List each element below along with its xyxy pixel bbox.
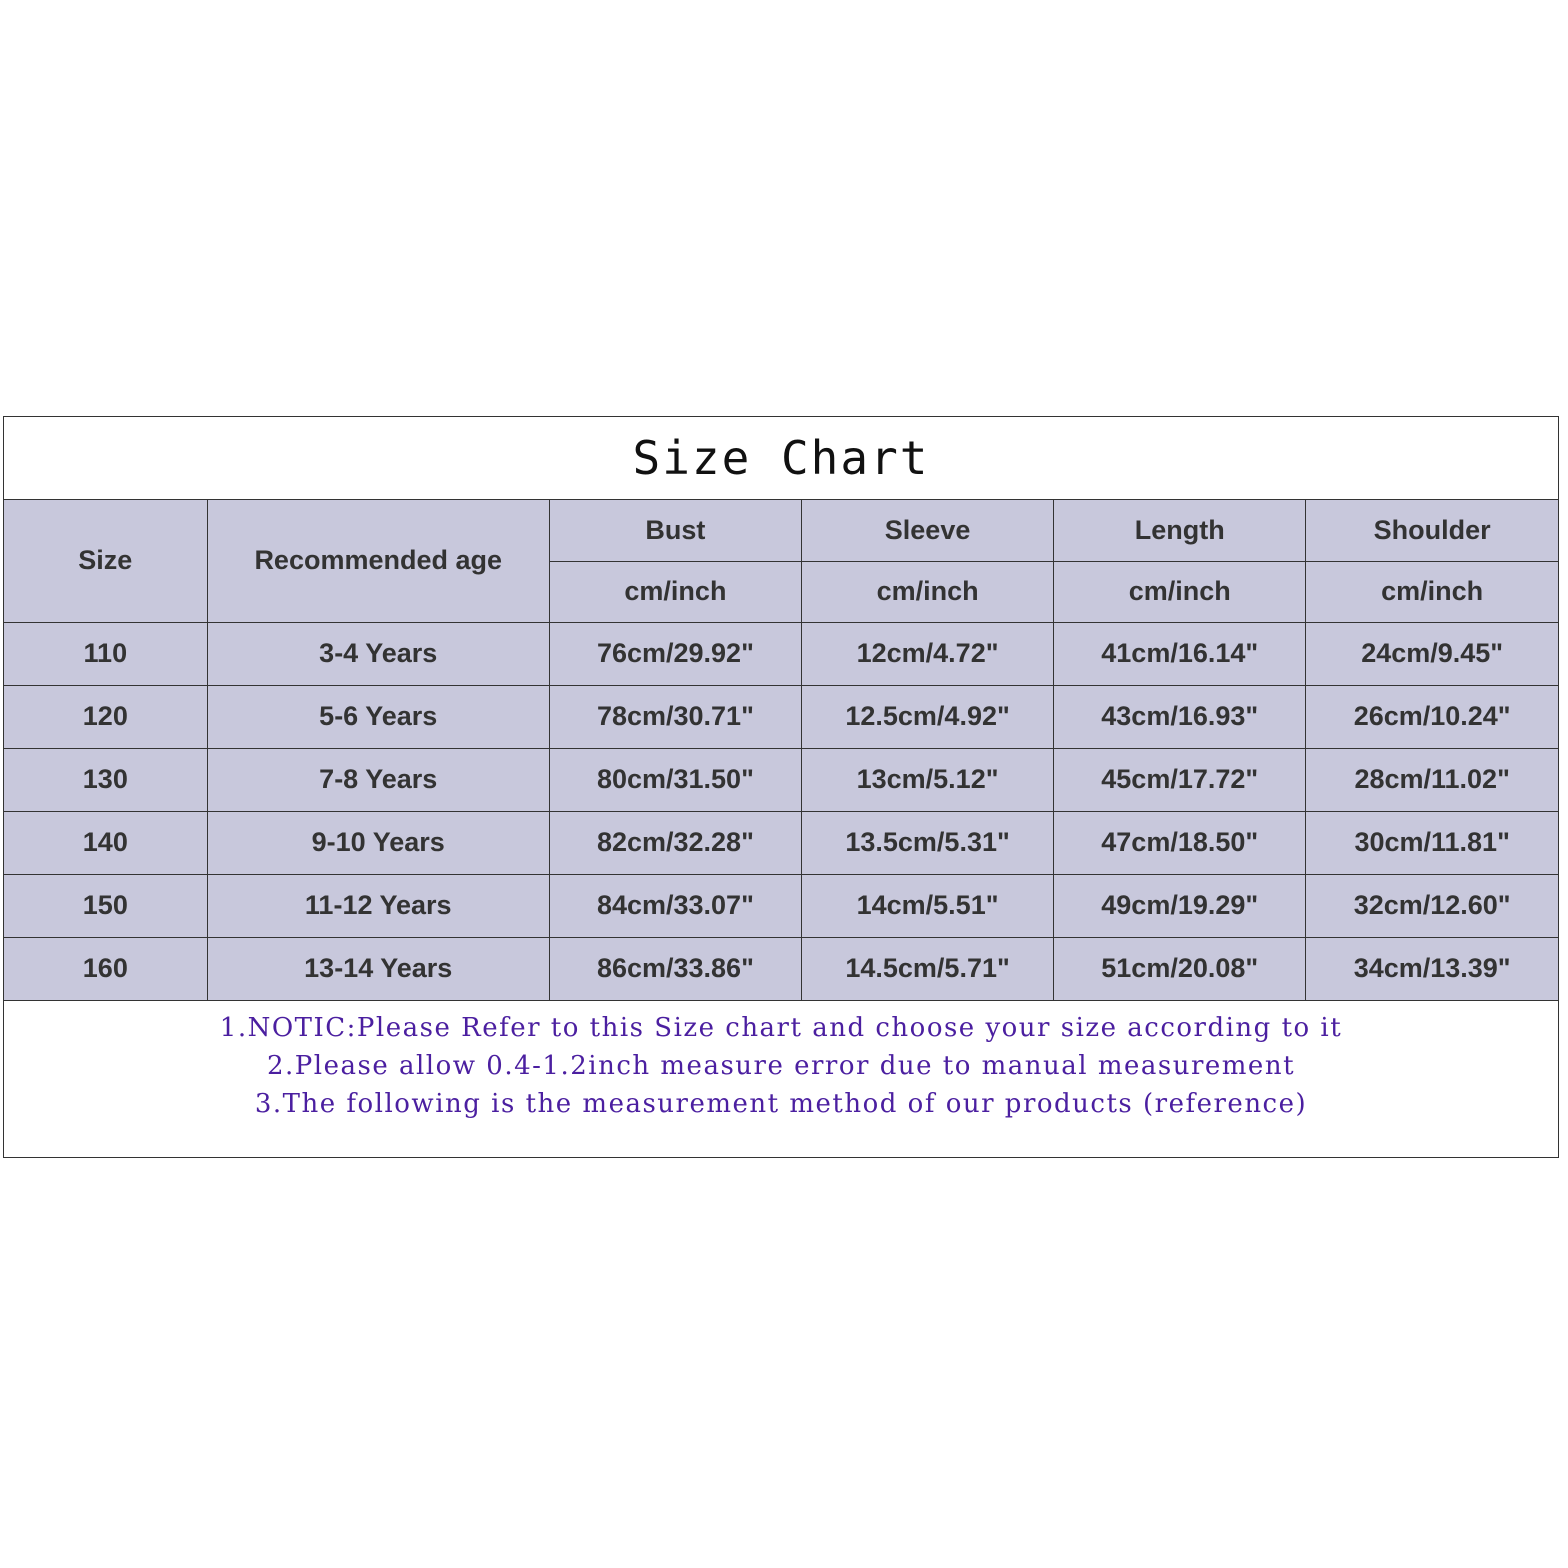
cell-age: 11-12 Years bbox=[207, 874, 549, 937]
chart-title: Size Chart bbox=[4, 417, 1558, 500]
cell-bust: 82cm/32.28" bbox=[549, 811, 801, 874]
cell-bust: 78cm/30.71" bbox=[549, 685, 801, 748]
cell-age: 13-14 Years bbox=[207, 937, 549, 1000]
table-row bbox=[4, 937, 1558, 1000]
header-sleeve: Sleeve bbox=[802, 500, 1054, 561]
cell-length: 45cm/17.72" bbox=[1054, 748, 1306, 811]
cell-bust: 86cm/33.86" bbox=[549, 937, 801, 1000]
cell-length: 41cm/16.14" bbox=[1054, 622, 1306, 685]
cell-size: 110 bbox=[4, 622, 207, 685]
cell-shoulder: 26cm/10.24" bbox=[1306, 685, 1558, 748]
cell-age: 9-10 Years bbox=[207, 811, 549, 874]
table-row bbox=[4, 685, 1558, 748]
cell-length: 47cm/18.50" bbox=[1054, 811, 1306, 874]
cell-size: 130 bbox=[4, 748, 207, 811]
cell-shoulder: 34cm/13.39" bbox=[1306, 937, 1558, 1000]
size-table bbox=[4, 500, 1558, 1001]
table-row bbox=[4, 748, 1558, 811]
cell-length: 43cm/16.93" bbox=[1054, 685, 1306, 748]
cell-sleeve: 13.5cm/5.31" bbox=[802, 811, 1054, 874]
note-2: 2.Please allow 0.4-1.2inch measure error due to manual measurement bbox=[266, 1050, 1296, 1081]
cell-shoulder: 28cm/11.02" bbox=[1306, 748, 1558, 811]
unit-shoulder: cm/inch bbox=[1306, 561, 1558, 622]
cell-sleeve: 12cm/4.72" bbox=[802, 622, 1054, 685]
size-chart bbox=[3, 416, 1559, 1158]
unit-bust: cm/inch bbox=[549, 561, 801, 622]
cell-length: 51cm/20.08" bbox=[1054, 937, 1306, 1000]
cell-age: 5-6 Years bbox=[207, 685, 549, 748]
table-row bbox=[4, 874, 1558, 937]
cell-size: 150 bbox=[4, 874, 207, 937]
header-row-labels bbox=[4, 500, 1558, 561]
note-3: 3.The following is the measurement method of our products (reference) bbox=[254, 1088, 1308, 1119]
cell-length: 49cm/19.29" bbox=[1054, 874, 1306, 937]
cell-age: 7-8 Years bbox=[207, 748, 549, 811]
cell-size: 140 bbox=[4, 811, 207, 874]
note-1: 1.NOTIC:Please Refer to this Size chart and choose your size according to it bbox=[219, 1012, 1343, 1043]
cell-shoulder: 24cm/9.45" bbox=[1306, 622, 1558, 685]
header-recommended-age: Recommended age bbox=[207, 500, 549, 622]
unit-sleeve: cm/inch bbox=[802, 561, 1054, 622]
table-row bbox=[4, 622, 1558, 685]
header-size: Size bbox=[4, 500, 207, 622]
cell-shoulder: 30cm/11.81" bbox=[1306, 811, 1558, 874]
unit-length: cm/inch bbox=[1054, 561, 1306, 622]
cell-shoulder: 32cm/12.60" bbox=[1306, 874, 1558, 937]
cell-sleeve: 13cm/5.12" bbox=[802, 748, 1054, 811]
cell-size: 120 bbox=[4, 685, 207, 748]
header-shoulder: Shoulder bbox=[1306, 500, 1558, 561]
notes-block bbox=[4, 1001, 1558, 1123]
cell-bust: 84cm/33.07" bbox=[549, 874, 801, 937]
cell-sleeve: 14cm/5.51" bbox=[802, 874, 1054, 937]
header-length: Length bbox=[1054, 500, 1306, 561]
cell-bust: 80cm/31.50" bbox=[549, 748, 801, 811]
cell-bust: 76cm/29.92" bbox=[549, 622, 801, 685]
table-row bbox=[4, 811, 1558, 874]
header-bust: Bust bbox=[549, 500, 801, 561]
cell-sleeve: 14.5cm/5.71" bbox=[802, 937, 1054, 1000]
cell-age: 3-4 Years bbox=[207, 622, 549, 685]
cell-sleeve: 12.5cm/4.92" bbox=[802, 685, 1054, 748]
cell-size: 160 bbox=[4, 937, 207, 1000]
